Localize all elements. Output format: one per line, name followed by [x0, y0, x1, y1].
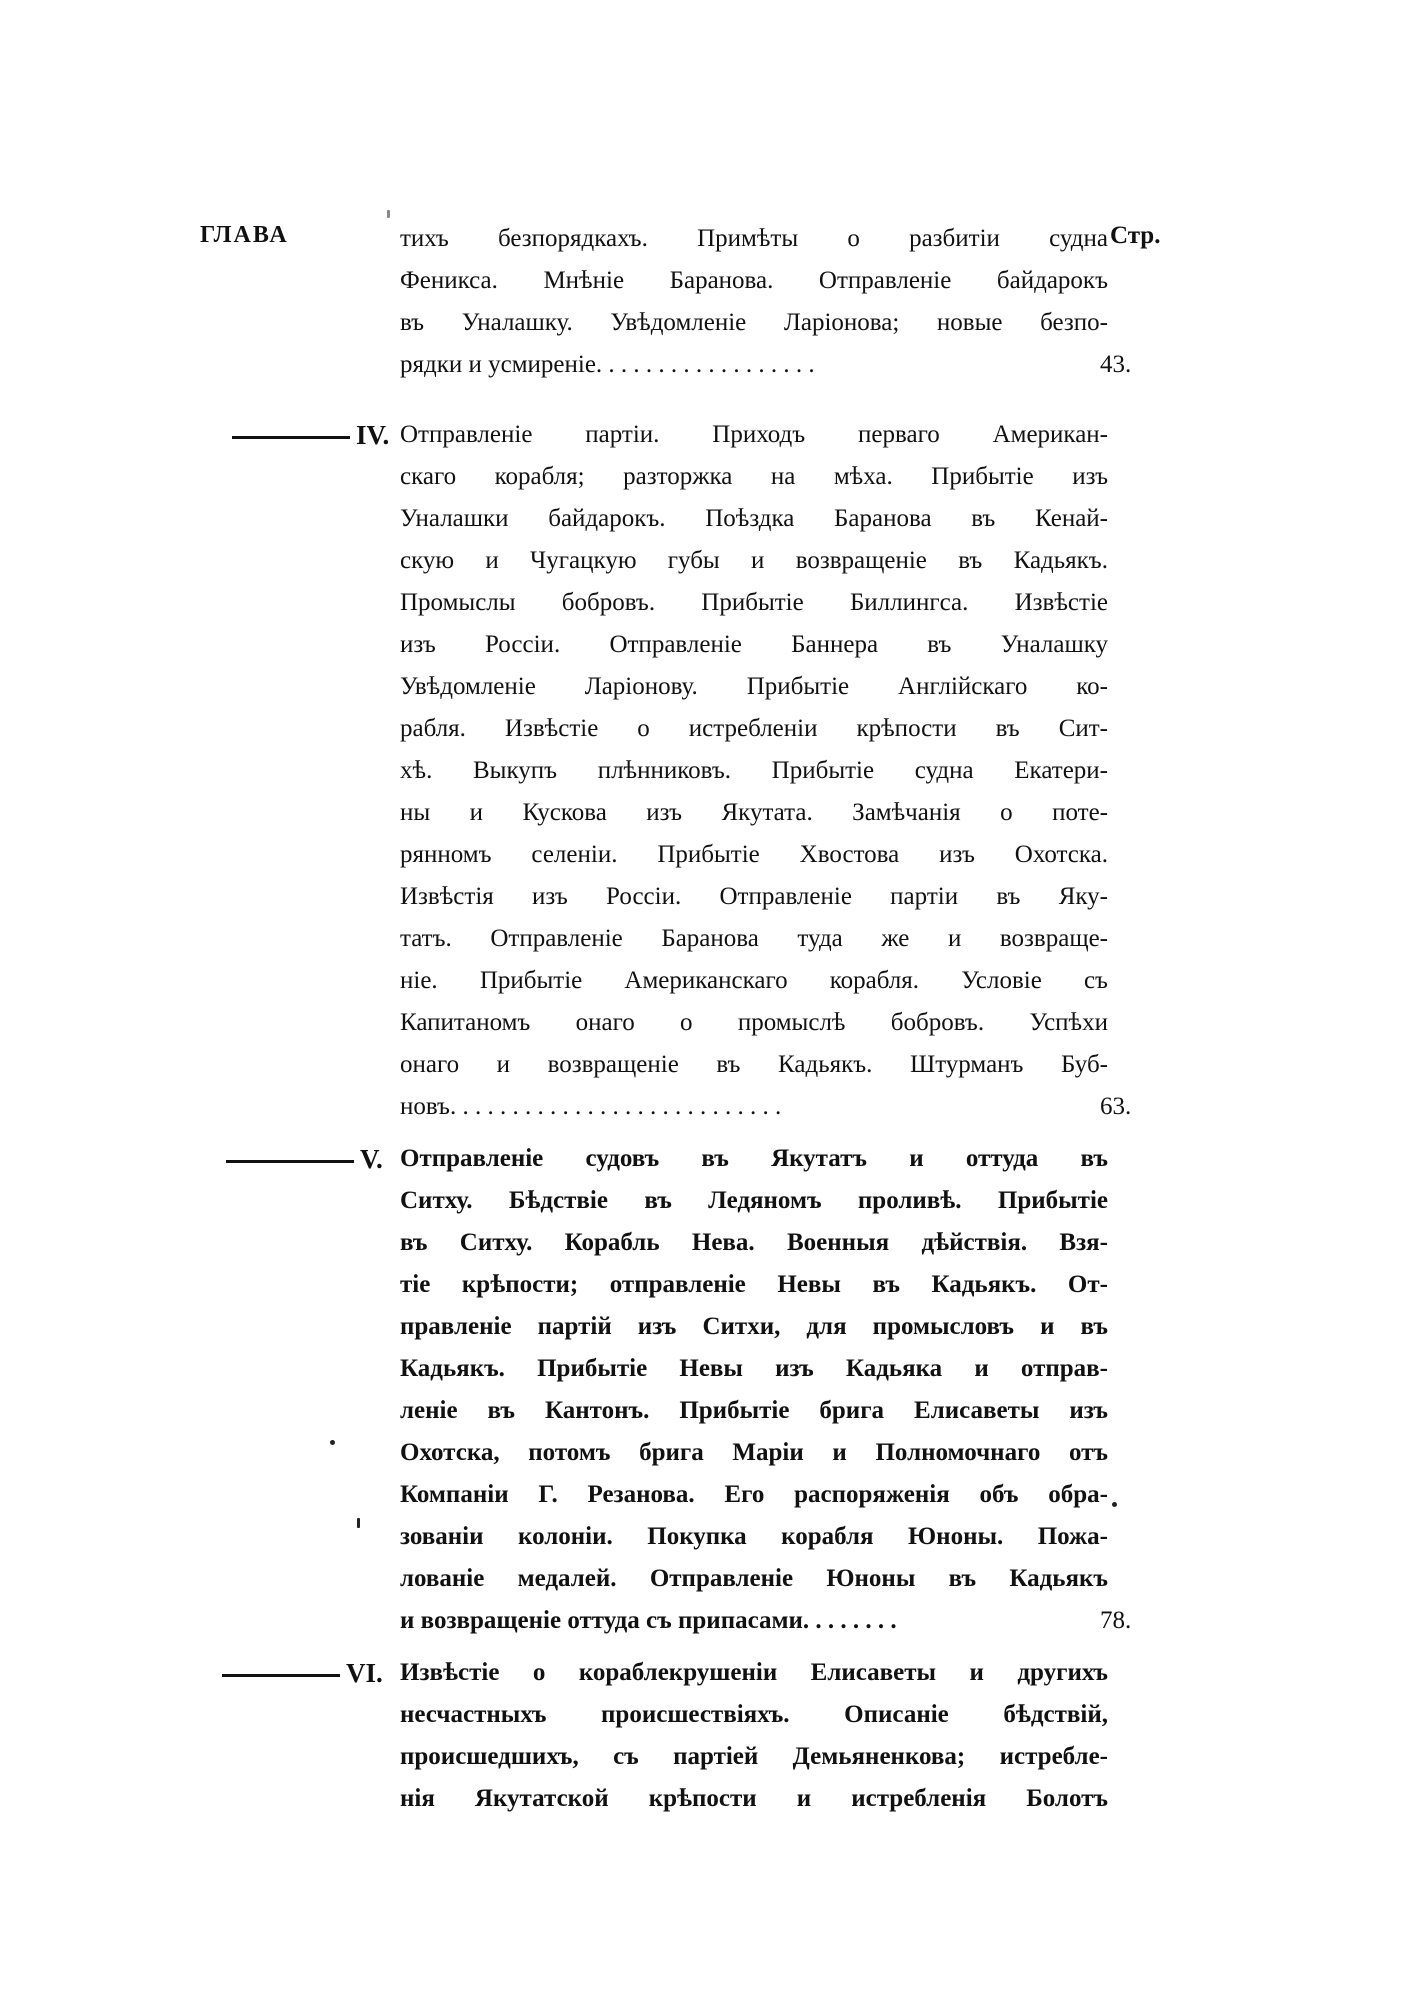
- chapter-label-v: V.: [226, 1138, 383, 1180]
- page-number: 43.: [1100, 351, 1132, 378]
- entry-line: ны и Кускова изъ Якутата. Замѣчанія о поте-: [400, 799, 1108, 826]
- entry-line: Отправленіе партіи. Приходъ перваго Американ-: [400, 421, 1108, 448]
- entry-line: ніе. Прибытіе Американскаго корабля. Условіе съ: [400, 967, 1108, 994]
- dash-rule: [232, 436, 350, 439]
- entry-line: Ситху. Бѣдствіе въ Ледяномъ проливѣ. Прибытіе: [400, 1187, 1108, 1214]
- entry-line: несчастныхъ происшествіяхъ. Описаніе бѣдствій,: [400, 1701, 1108, 1728]
- entry-line: въ Ситху. Корабль Нева. Военныя дѣйствія. Взя-: [400, 1229, 1108, 1256]
- scan-speck: [330, 1440, 335, 1445]
- entry-line: Феникса. Мнѣніе Баранова. Отправленіе байдарокъ: [400, 267, 1108, 294]
- entry-line: хѣ. Выкупъ плѣнниковъ. Прибытіе судна Екатери-: [400, 757, 1108, 784]
- entry-line: Увѣдомленіе Ларіонову. Прибытіе Англійскаго ко-: [400, 673, 1108, 700]
- entry-line: татъ. Отправленіе Баранова туда же и возвраще-: [400, 925, 1108, 952]
- entry-line: лованіе медалей. Отправленіе Юноны въ Кадьякъ: [400, 1565, 1108, 1592]
- toc-entry-6: [400, 1652, 1108, 1820]
- entry-line: тіе крѣпости; отправленіе Невы въ Кадьякъ. От-: [400, 1271, 1108, 1298]
- entry-line: Кадьякъ. Прибытіе Невы изъ Кадьяка и отправ-: [400, 1355, 1108, 1382]
- entry-line: правленіе партій изъ Ситхи, для промысловъ и въ: [400, 1313, 1108, 1340]
- chapter-heading: ГЛАВА: [200, 222, 289, 248]
- page-number: 78.: [1100, 1607, 1132, 1634]
- entry-line: рабля. Извѣстіе о истребленіи крѣпости въ Сит-: [400, 715, 1108, 742]
- page-column-heading: Стр.: [1110, 222, 1161, 249]
- toc-entry-5: [400, 1138, 1108, 1642]
- page-number: 63.: [1100, 1093, 1132, 1120]
- chapter-label-vi: VI.: [222, 1652, 383, 1694]
- entry-line: зованіи колоніи. Покупка корабля Юноны. Пожа-: [400, 1523, 1108, 1550]
- entry-line: леніе въ Кантонъ. Прибытіе брига Елисаветы изъ: [400, 1397, 1108, 1424]
- entry-line: Извѣстія изъ Россіи. Отправленіе партіи въ Яку-: [400, 883, 1108, 910]
- entry-line: Промыслы бобровъ. Прибытіе Биллингса. Извѣстіе: [400, 589, 1108, 616]
- entry-line: Извѣстіе о кораблекрушеніи Елисаветы и другихъ: [400, 1659, 1108, 1686]
- entry-line: Компаніи Г. Резанова. Его распоряженія объ обра-: [400, 1481, 1108, 1508]
- chapter-label-iv: IV.: [232, 414, 389, 456]
- dash-rule: [222, 1674, 340, 1677]
- entry-line: тихъ безпорядкахъ. Примѣты о разбитіи судна: [400, 225, 1108, 252]
- entry-line: онаго и возвращеніе въ Кадьякъ. Штурманъ Буб-: [400, 1051, 1108, 1078]
- entry-line: Уналашки байдарокъ. Поѣздка Баранова въ Кенай-: [400, 505, 1108, 532]
- scan-speck: [1112, 1502, 1117, 1507]
- entry-line: въ Уналашку. Увѣдомленіе Ларіонова; новые безпо-: [400, 309, 1108, 336]
- entry-line: новъ. . . . . . . . . . . . . . . . . . . . . . . . . . .: [400, 1093, 782, 1120]
- scan-speck: [387, 210, 390, 218]
- entry-line: и возвращеніе оттуда съ припасами. . . . . . . .: [400, 1607, 897, 1634]
- toc-entry-4: [400, 414, 1108, 1128]
- entry-line: Капитаномъ онаго о промыслѣ бобровъ. Успѣхи: [400, 1009, 1108, 1036]
- entry-line: рянномъ селеніи. Прибытіе Хвостова изъ Охотска.: [400, 841, 1108, 868]
- entry-line: рядки и усмиреніе. . . . . . . . . . . . . . . . . .: [400, 351, 815, 378]
- entry-line: Отправленіе судовъ въ Якутатъ и оттуда въ: [400, 1145, 1108, 1172]
- entry-line: скаго корабля; разторжка на мѣха. Прибытіе изъ: [400, 463, 1108, 490]
- entry-line: Охотска, потомъ брига Маріи и Полномочнаго отъ: [400, 1439, 1108, 1466]
- toc-entry-3: [400, 218, 1108, 386]
- entry-line: происшедшихъ, съ партіей Демьяненкова; истребле-: [400, 1743, 1108, 1770]
- entry-line: скую и Чугацкую губы и возвращеніе въ Кадьякъ.: [400, 547, 1108, 574]
- entry-line: изъ Россіи. Отправленіе Баннера въ Уналашку: [400, 631, 1108, 658]
- entry-line: нія Якутатской крѣпости и истребленія Болотъ: [400, 1785, 1108, 1812]
- dash-rule: [226, 1160, 354, 1163]
- scan-speck: [357, 1518, 360, 1528]
